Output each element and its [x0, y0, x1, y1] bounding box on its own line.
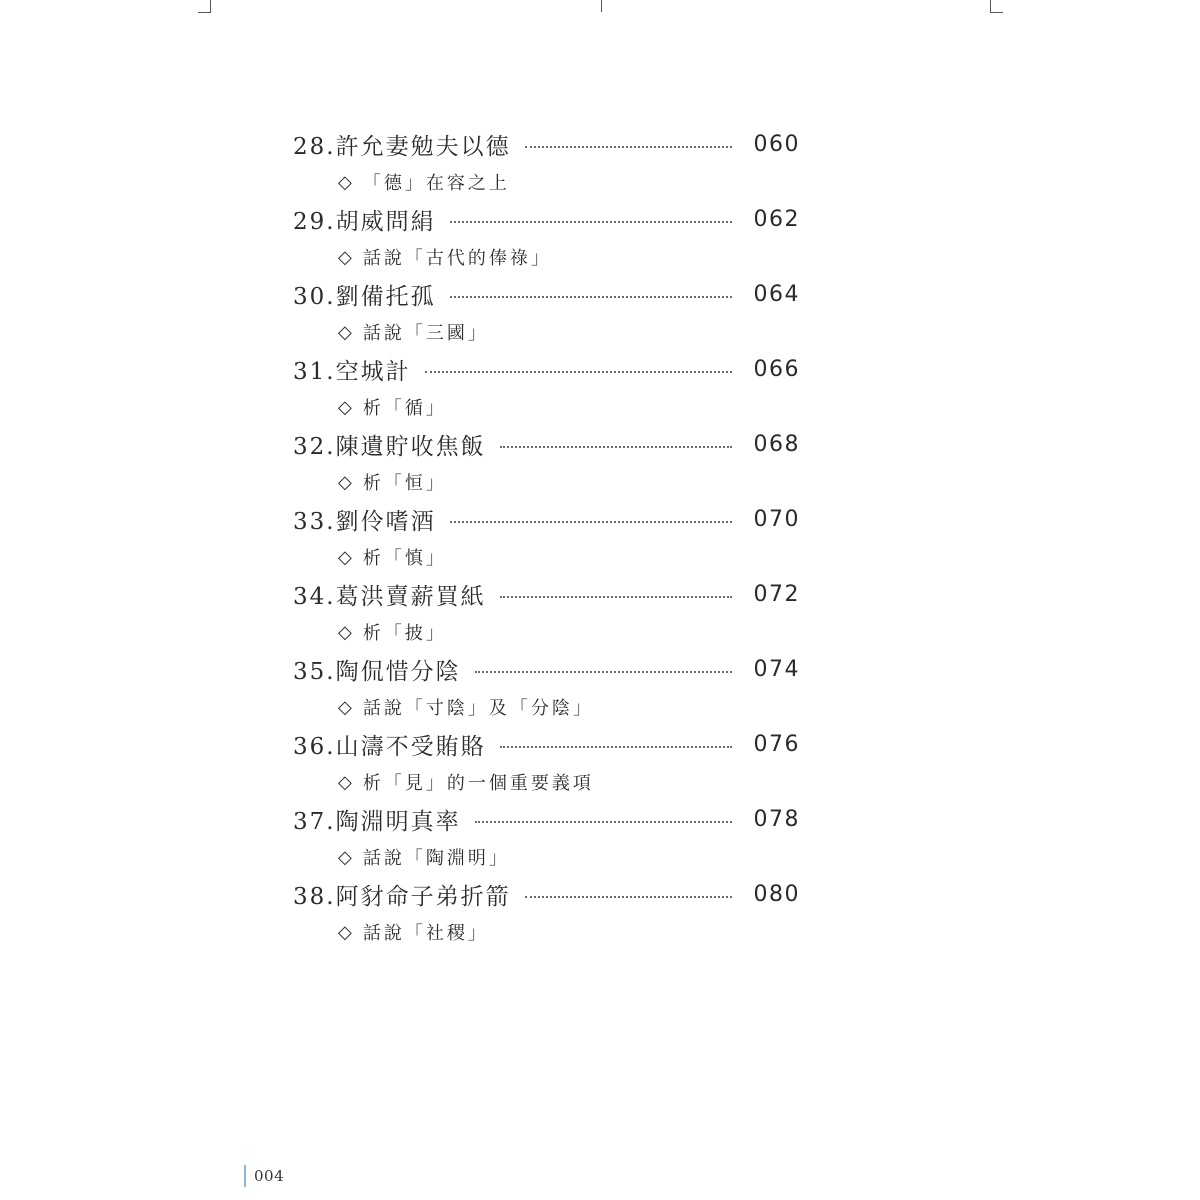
toc-subentry-text: 析「恒」: [362, 473, 447, 494]
dot-leader: [525, 894, 732, 898]
dot-leader: [425, 369, 732, 373]
toc-subentry-text: 話說「社稷」: [362, 923, 489, 944]
toc-main-line: [293, 275, 800, 313]
toc-main-line: [293, 500, 800, 538]
toc-subentry-text: 話說「陶淵明」: [362, 848, 510, 869]
page-footer: [244, 1165, 284, 1187]
crop-mark-top-left: [198, 12, 211, 13]
toc-subentry: [338, 917, 489, 947]
toc-entry: [293, 125, 803, 200]
toc-page-number: 060: [753, 131, 800, 157]
toc-subentry-text: 話說「古代的俸祿」: [362, 248, 552, 269]
crop-mark-top-right: [990, 12, 1003, 13]
toc-subentry: [338, 167, 510, 197]
dot-leader: [475, 819, 732, 823]
toc-entry-title: 36.山濤不受賄賂: [293, 733, 486, 760]
crop-mark-top-center: [601, 0, 602, 12]
toc-entry: [293, 425, 803, 500]
toc-entry-title: 28.許允妻勉夫以德: [293, 133, 511, 160]
toc-subentry-text: 析「慎」: [362, 548, 447, 569]
diamond-icon: ◇: [338, 471, 355, 493]
toc-entry: [293, 350, 803, 425]
toc-entry-title: 30.劉備托孤: [293, 283, 436, 310]
toc-entry: [293, 800, 803, 875]
dot-leader: [475, 669, 732, 673]
toc-entry-title: 33.劉伶嗜酒: [293, 508, 436, 535]
toc-subentry: [338, 617, 447, 647]
crop-mark-top-left: [210, 0, 211, 12]
toc-page-number: 064: [753, 281, 800, 307]
toc-main-line: [293, 800, 800, 838]
dot-leader: [450, 519, 732, 523]
toc-entry-title: 37.陶淵明真率: [293, 808, 461, 835]
diamond-icon: ◇: [338, 696, 355, 718]
footer-accent-bar: [244, 1165, 246, 1187]
toc-entry: [293, 650, 803, 725]
toc-entry: [293, 500, 803, 575]
toc-page-number: 068: [753, 431, 800, 457]
toc-main-line: [293, 650, 800, 688]
toc-page-number: 078: [753, 806, 800, 832]
diamond-icon: ◇: [338, 771, 355, 793]
toc-subentry: [338, 767, 594, 797]
dot-leader: [500, 744, 732, 748]
diamond-icon: ◇: [338, 321, 355, 343]
toc-page-number: 080: [753, 881, 800, 907]
table-of-contents: [293, 125, 803, 950]
toc-entry: [293, 575, 803, 650]
toc-subentry-text: 析「循」: [362, 398, 447, 419]
dot-leader: [525, 144, 732, 148]
footer-page-number: 004: [254, 1167, 285, 1185]
toc-subentry: [338, 467, 447, 497]
toc-main-line: [293, 575, 800, 613]
toc-subentry-text: 析「見」的一個重要義項: [362, 773, 594, 794]
toc-main-line: [293, 125, 800, 163]
toc-subentry-text: 話說「寸陰」及「分陰」: [362, 698, 594, 719]
dot-leader: [450, 219, 732, 223]
crop-mark-top-right: [990, 0, 991, 12]
toc-page-number: 076: [753, 731, 800, 757]
toc-subentry-text: 析「披」: [362, 623, 447, 644]
diamond-icon: ◇: [338, 171, 355, 193]
toc-main-line: [293, 725, 800, 763]
toc-entry: [293, 275, 803, 350]
toc-entry-title: 29.胡威問絹: [293, 208, 436, 235]
diamond-icon: ◇: [338, 546, 355, 568]
toc-entry-title: 32.陳遺貯收焦飯: [293, 433, 486, 460]
diamond-icon: ◇: [338, 621, 355, 643]
diamond-icon: ◇: [338, 846, 355, 868]
dot-leader: [450, 294, 732, 298]
toc-page-number: 074: [753, 656, 800, 682]
diamond-icon: ◇: [338, 396, 355, 418]
toc-subentry: [338, 842, 510, 872]
toc-page-number: 066: [753, 356, 800, 382]
toc-entry-title: 34.葛洪賣薪買紙: [293, 583, 486, 610]
toc-entry-title: 35.陶侃惜分陰: [293, 658, 461, 685]
toc-subentry: [338, 692, 594, 722]
toc-entry: [293, 725, 803, 800]
toc-entry: [293, 875, 803, 950]
toc-subentry: [338, 542, 447, 572]
toc-subentry: [338, 317, 489, 347]
toc-page-number: 072: [753, 581, 800, 607]
dot-leader: [500, 594, 732, 598]
toc-page-number: 070: [753, 506, 800, 532]
toc-entry: [293, 200, 803, 275]
dot-leader: [500, 444, 732, 448]
toc-subentry-text: 「德」在容之上: [362, 173, 510, 194]
toc-main-line: [293, 350, 800, 388]
toc-subentry: [338, 242, 552, 272]
toc-page-number: 062: [753, 206, 800, 232]
toc-main-line: [293, 425, 800, 463]
toc-main-line: [293, 875, 800, 913]
toc-main-line: [293, 200, 800, 238]
diamond-icon: ◇: [338, 246, 355, 268]
diamond-icon: ◇: [338, 921, 355, 943]
toc-entry-title: 38.阿豺命子弟折箭: [293, 883, 511, 910]
toc-entry-title: 31.空城計: [293, 358, 411, 385]
toc-subentry-text: 話說「三國」: [362, 323, 489, 344]
toc-subentry: [338, 392, 447, 422]
